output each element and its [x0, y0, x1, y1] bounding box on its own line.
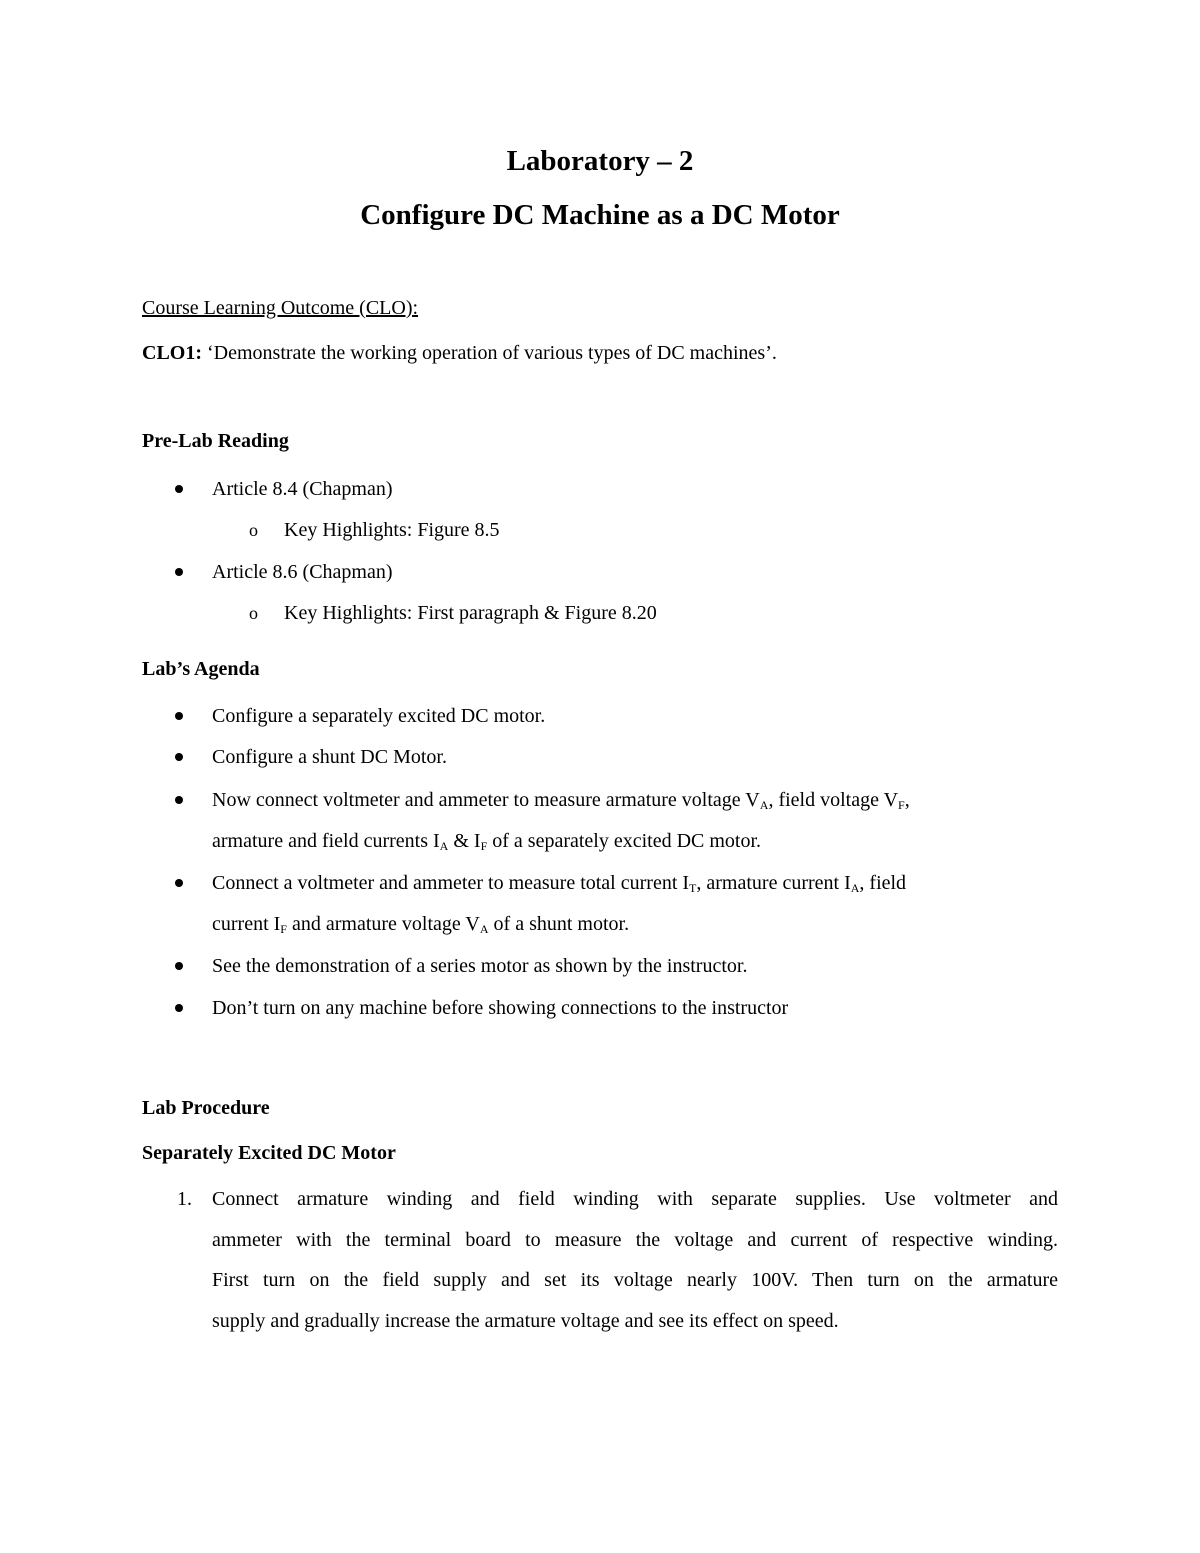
clo-text: ‘Demonstrate the working operation of various types of DC machines’. [207, 342, 777, 364]
prelab-heading: Pre-Lab Reading [142, 430, 289, 452]
procedure-step-line: ammeter with the terminal board to measure the voltage and current of respective winding. [212, 1229, 1058, 1251]
clo-label: CLO1: [142, 342, 202, 364]
agenda-item-1: Configure a separately excited DC motor. [212, 705, 546, 727]
clo-line [142, 341, 777, 365]
agenda-item-4-line-1: Connect a voltmeter and ammeter to measure total current $I_T$, armature current $I_A$, field [212, 872, 907, 895]
agenda-item-4-line-2: current $I_F$ and armature voltage $V_A$ of a shunt motor. [212, 913, 630, 936]
bullet-icon [175, 1004, 183, 1012]
bullet-icon [175, 753, 183, 761]
agenda-item-3-line-1: Now connect voltmeter and ammeter to measure armature voltage $V_A$, field voltage $V_F$, [212, 789, 910, 812]
procedure-heading: Lab Procedure [142, 1097, 270, 1119]
prelab-item-2: Article 8.6 (Chapman) [212, 561, 393, 583]
page-subtitle: Configure DC Machine as a DC Motor [360, 199, 840, 231]
procedure-step-line: Connect armature winding and field winding with separate supplies. Use voltmeter and [212, 1188, 1058, 1210]
procedure-step-line: supply and gradually increase the armature voltage and see its effect on speed. [212, 1310, 839, 1332]
procedure-subheading: Separately Excited DC Motor [142, 1142, 396, 1164]
bullet-icon [175, 879, 183, 887]
page-title: Laboratory – 2 [506, 145, 694, 177]
circle-bullet-icon: o [249, 520, 258, 540]
agenda-item-2: Configure a shunt DC Motor. [212, 746, 447, 768]
bullet-icon [175, 712, 183, 720]
bullet-icon [175, 796, 183, 804]
prelab-item-2-sub: Key Highlights: First paragraph & Figure 8.20 [284, 602, 657, 624]
step-number: 1. [177, 1188, 192, 1210]
circle-bullet-icon: o [249, 603, 258, 623]
procedure-step-line: First turn on the field supply and set its voltage nearly 100V. Then turn on the armature [212, 1269, 1058, 1291]
agenda-item-6: Don’t turn on any machine before showing connections to the instructor [212, 997, 789, 1019]
agenda-heading: Lab’s Agenda [142, 658, 260, 680]
bullet-icon [175, 962, 183, 970]
bullet-icon [175, 485, 183, 493]
agenda-item-3-line-2: armature and field currents $I_A$ & $I_F$ of a separately excited DC motor. [212, 830, 762, 853]
bullet-icon [175, 568, 183, 576]
agenda-item-5: See the demonstration of a series motor as shown by the instructor. [212, 955, 748, 977]
clo-heading: Course Learning Outcome (CLO): [142, 297, 419, 319]
prelab-item-1: Article 8.4 (Chapman) [212, 478, 393, 500]
prelab-item-1-sub: Key Highlights: Figure 8.5 [284, 519, 500, 541]
